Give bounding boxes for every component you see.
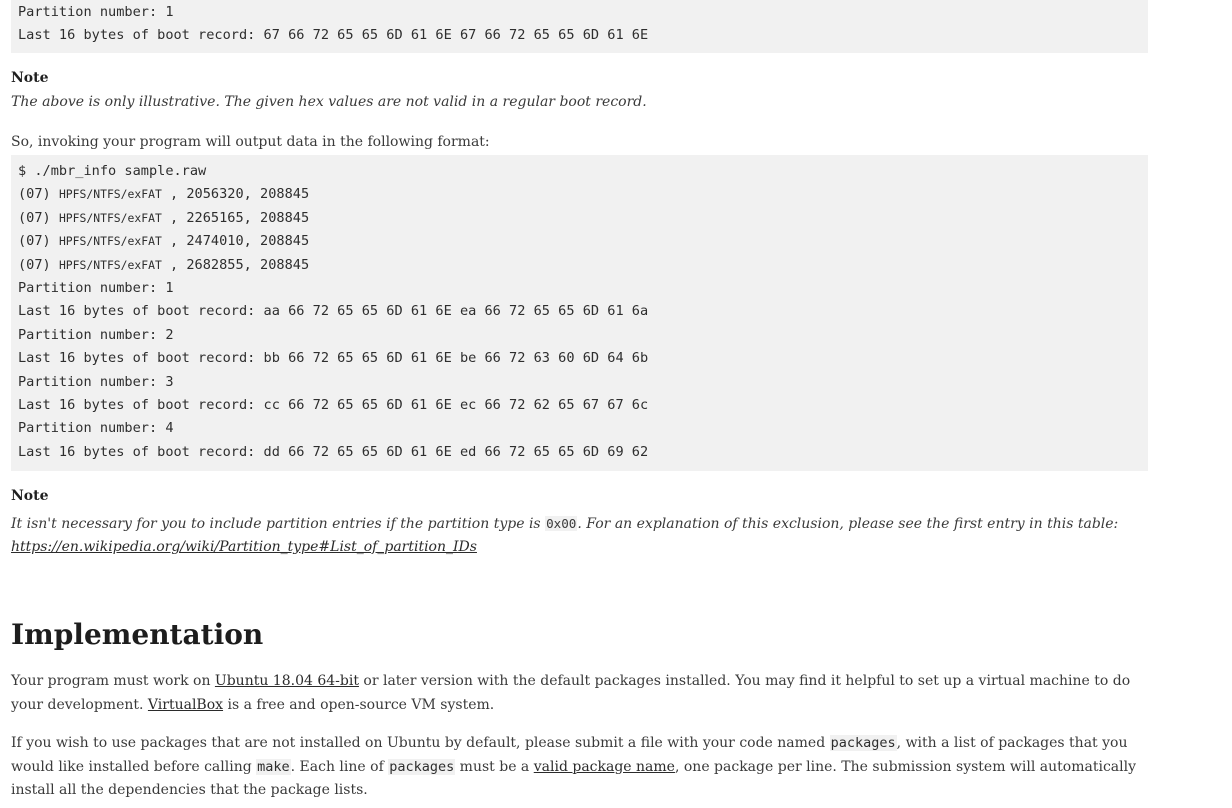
note-heading: Note xyxy=(11,70,49,86)
partition-entry: (07) HPFS/NTFS/exFAT , 2474010, 208845 xyxy=(18,233,310,250)
note-text: It isn't necessary for you to include partition entries if the partition type is 0x00. For an explanation of this exclusion, please see the first entry in this table: https://en.wikipedia.org/wiki/Partition_type#List_of_partition_IDs xyxy=(11,516,1119,555)
inline-code: packages xyxy=(389,758,455,775)
partition-entry: (07) HPFS/NTFS/exFAT , 2056320, 208845 xyxy=(18,186,310,203)
code-line: Last 16 bytes of boot record: 67 66 72 65 65 6D 61 6E 67 66 72 65 65 6D 61 6E xyxy=(18,27,649,43)
record-line: Last 16 bytes of boot record: aa 66 72 65 65 6D 61 6E ea 66 72 65 65 6D 61 6a xyxy=(18,303,649,320)
command-line: $ ./mbr_info sample.raw xyxy=(18,163,207,179)
note-heading: Note xyxy=(11,488,49,504)
virtualbox-link[interactable]: VirtualBox xyxy=(147,696,224,713)
record-line: Partition number: 4 xyxy=(18,420,174,437)
record-line: Last 16 bytes of boot record: dd 66 72 65 65 6D 61 6E ed 66 72 65 65 6D 69 62 xyxy=(18,443,649,460)
code-line: Partition number: 1 xyxy=(18,4,174,20)
record-line: Partition number: 3 xyxy=(18,373,174,390)
inline-code: packages xyxy=(830,735,896,751)
implementation-paragraph-2: If you wish to use packages that are not installed on Ubuntu by default, please submit a file with your code named packages, with a list of packages that you would like installed before calling make. Each line of packages must be a valid package name, one package per line. The submission system will automatically install all the dependencies that the package lists. xyxy=(11,735,1136,798)
inline-code: 0x00 xyxy=(546,516,577,531)
note-text: The above is only illustrative. The given hex values are not valid in a regular boot record. xyxy=(11,94,647,110)
implementation-paragraph-1: Your program must work on Ubuntu 18.04 64-bit or later version with the default packages installed. You may find it helpful to set up a virtual machine to do your development. VirtualBox is a free and open-source VM system. xyxy=(11,673,1131,713)
section-title: Implementation xyxy=(11,618,264,651)
intro-paragraph: So, invoking your program will output data in the following format: xyxy=(11,134,490,150)
wikipedia-link[interactable]: https://en.wikipedia.org/wiki/Partition_type#List_of_partition_IDs xyxy=(11,539,477,555)
inline-code: make xyxy=(257,758,290,775)
record-line: Last 16 bytes of boot record: bb 66 72 65 65 6D 61 6E be 66 72 63 60 6D 64 6b xyxy=(18,350,649,367)
partition-entry: (07) HPFS/NTFS/exFAT , 2265165, 208845 xyxy=(18,209,310,226)
record-line: Partition number: 1 xyxy=(18,279,174,296)
record-line: Partition number: 2 xyxy=(18,326,174,343)
code-block-output xyxy=(11,155,1148,471)
valid-package-name-link[interactable]: valid package name xyxy=(533,758,675,775)
partition-entry: (07) HPFS/NTFS/exFAT , 2682855, 208845 xyxy=(18,256,310,273)
code-block-example xyxy=(11,0,1148,53)
ubuntu-link[interactable]: Ubuntu 18.04 64-bit xyxy=(214,673,359,689)
record-line: Last 16 bytes of boot record: cc 66 72 65 65 6D 61 6E ec 66 72 62 65 67 67 6c xyxy=(18,396,649,413)
